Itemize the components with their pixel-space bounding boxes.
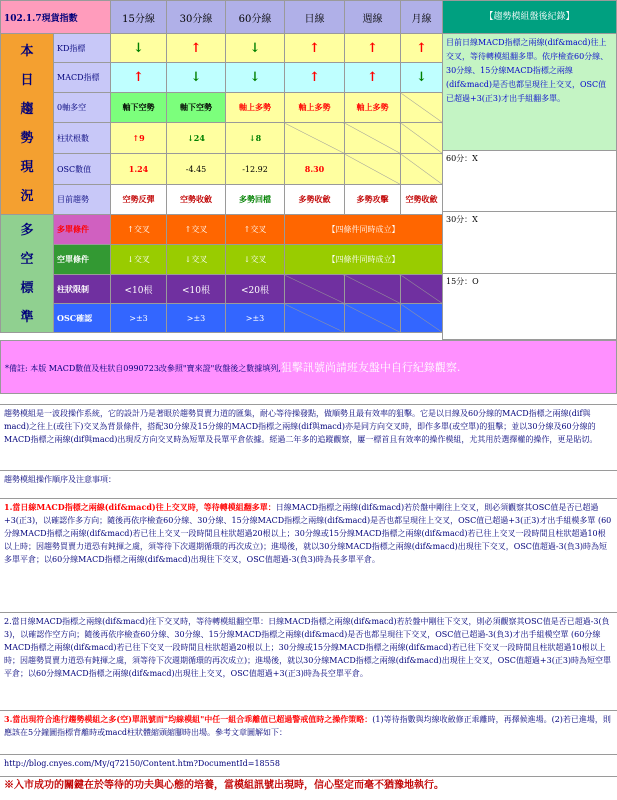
osc-week-empty: [345, 154, 401, 185]
row-label-macd: MACD指標: [54, 63, 111, 93]
para-3-head: 3.當出現符合進行趨勢模組之多(空)單訊號而"均線模組"中任一組合乖離值已超過警戒值時之操作策略：: [4, 714, 373, 724]
situation-label: 本 日 趨 勢 現 況: [1, 34, 54, 215]
log-15min: 15分：O: [446, 277, 479, 286]
intro-text: 趨勢模組是一波段操作系統，它的設計乃是著眼於趨勢買賣力道的匯集，耐心等待操發點，做順勢且最有效率的狙擊。它是以日線及60分線的MACD指標之兩線(dif與macd)之往上(或往下)交叉為背景條件，搭配30分線及15分線的MACD指標之兩線(dif與macd)亦是同方向交叉時，即作多單(或空單)的狙擊；並以30分線及60分線的MACD指標之兩線(dif與macd)出現反方向交叉時為短單及長單平倉依據。經過二年多的追蹤觀察，屢一標首且有效率的操作模組，尤其用於選擇權的操作，更是貼切。: [0, 404, 617, 466]
row-label-osc: OSC數值: [54, 154, 111, 185]
zero-15: 軸下空勢: [111, 93, 167, 123]
short-30: ↓交叉: [167, 245, 226, 275]
macd-30: ↓: [167, 63, 226, 93]
note-small: *備註: 本版 MACD數值及柱狀自0990723改參照"寶來證"收盤後之數據填列,: [5, 364, 281, 373]
long-30: ↑交叉: [167, 215, 226, 245]
row-label-limit: 柱狀限制: [54, 275, 111, 304]
kd-60: ↓: [226, 34, 285, 63]
bars-month-empty: [401, 123, 443, 154]
osccf-month-empty: [401, 304, 443, 333]
trend-60: 多勢回檔: [226, 185, 285, 215]
trend-week: 多勢攻擊: [345, 185, 401, 215]
col-15min: 15分線: [111, 1, 167, 34]
limit-60: <20根: [226, 275, 285, 304]
bars-day-empty: [285, 123, 345, 154]
note-big: 狙擊訊號尚請班友盤中自行紀錄觀察.: [280, 361, 461, 374]
osccf-60: >±3: [226, 304, 285, 333]
bars-15: ↑9: [111, 123, 167, 154]
zero-60: 軸上多勢: [226, 93, 285, 123]
daily-log-panel: [442, 0, 617, 340]
para-1: [0, 498, 617, 608]
trend-30: 空勢收斂: [167, 185, 226, 215]
reference-link[interactable]: http://blog.cnyes.com/My/q72150/Content.htm?DocumentId=18558: [0, 754, 617, 774]
row-label-kd: KD指標: [54, 34, 111, 63]
kd-month: ↑: [401, 34, 443, 63]
zero-week: 軸上多勢: [345, 93, 401, 123]
trend-15: 空勢反彈: [111, 185, 167, 215]
header-row: [1, 1, 443, 34]
order-title: 趨勢模組操作順序及注意事項：: [0, 470, 617, 490]
osc-month-empty: [401, 154, 443, 185]
limit-15: <10根: [111, 275, 167, 304]
row-label-zero: 0軸多空: [54, 93, 111, 123]
limit-30: <10根: [167, 275, 226, 304]
short-cond: 【四條件同時成立】: [285, 245, 443, 275]
short-60: ↓交叉: [226, 245, 285, 275]
footer-motto: ※入市成功的關鍵在於等待的功夫與心態的培養，當模組訊號出現時，信心堅定而毫不猶豫地執行。: [0, 776, 617, 800]
row-label-trend: 目前趨勢: [54, 185, 111, 215]
row-label-long: 多單條件: [54, 215, 111, 245]
row-label-short: 空單條件: [54, 245, 111, 275]
kd-15: ↓: [111, 34, 167, 63]
col-weekly: 週線: [345, 1, 401, 34]
macd-60: ↓: [226, 63, 285, 93]
col-30min: 30分線: [167, 1, 226, 34]
macd-day: ↑: [285, 63, 345, 93]
page-title: 102.1.7現貨指數: [1, 1, 111, 34]
para-3-body: (1)等待指數與均線收斂修正乖離時，再擇候進場。(2)若已進場，則應該在5分鐘圖指標背離時或macd柱狀體縮頭縮腳時出場。參考文章圖解如下：: [4, 715, 611, 737]
long-60: ↑交叉: [226, 215, 285, 245]
macd-15: ↑: [111, 63, 167, 93]
para-3: [0, 710, 617, 750]
osc-day: 8.30: [285, 154, 345, 185]
long-cond: 【四條件同時成立】: [285, 215, 443, 245]
zero-day: 軸上多勢: [285, 93, 345, 123]
log-30min: 30分：X: [443, 212, 616, 274]
trend-table: [0, 0, 443, 333]
osc-60: -12.92: [226, 154, 285, 185]
zero-month-empty: [401, 93, 443, 123]
osc-15: 1.24: [111, 154, 167, 185]
col-monthly: 月線: [401, 1, 443, 34]
multi-label: 多 空 標 準: [1, 215, 54, 333]
limit-month-empty: [401, 275, 443, 304]
osccf-week-empty: [345, 304, 401, 333]
row-label-osc-confirm: OSC確認: [54, 304, 111, 333]
kd-week: ↑: [345, 34, 401, 63]
kd-30: ↑: [167, 34, 226, 63]
long-15: ↑交叉: [111, 215, 167, 245]
short-15: ↓交叉: [111, 245, 167, 275]
row-label-bars: 柱狀根數: [54, 123, 111, 154]
trend-month: 空勢收斂: [401, 185, 443, 215]
kd-day: ↑: [285, 34, 345, 63]
col-daily: 日線: [285, 1, 345, 34]
col-60min: 60分線: [226, 1, 285, 34]
log-body: 目前日線MACD指標之兩線(dif&macd)往上交叉，等待轉模組翻多單。依序檢查60分線、30分線、15分線MACD指標之兩線(dif&macd)是否也都呈現往上交叉，OSC值已超過+3(正3)才出手組翻多單。: [443, 34, 616, 151]
osccf-15: >±3: [111, 304, 167, 333]
para-1-head: 1.當日線MACD指標之兩線(dif&macd)往上交叉時，等待轉模組翻多單：: [4, 502, 276, 512]
note-banner: [0, 340, 617, 394]
limit-day-empty: [285, 275, 345, 304]
bars-60: ↓8: [226, 123, 285, 154]
macd-month: ↓: [401, 63, 443, 93]
para-1-body: 日線MACD指標之兩線(dif&macd)若於盤中剛往上交叉，則必須觀察其OSC值是否已超過+3(正3)，以確認作多方向；隨後再依序檢查60分線、30分線、15分線MACD指標之兩線(dif&macd)是否也都呈現往上交叉，OSC值已超過+3(正3)才出手組模多單 (60分線MACD指標之兩線(dif&macd)若已往上交叉一段時間且柱狀超過20根以上；30分線或15分線MACD指標之兩線(dif&macd)若已往上交叉一段時間且柱狀超過10根以上時；因趨勢買賣力道恐有鈍揮之虞，須等待下次週期循環的再次成立)；進場後，就以30分線MACD指標之兩線(dif&macd)出現往下交叉，OSC值超過-3(負3)時為短多單平倉；以60分線MACD指標之兩線(dif&macd)出現往下交叉，OSC值超過-3(負3)時為長多單平倉。: [4, 503, 612, 564]
osc-30: -4.45: [167, 154, 226, 185]
macd-week: ↑: [345, 63, 401, 93]
log-60min: 60分：X: [443, 151, 616, 212]
zero-30: 軸下空勢: [167, 93, 226, 123]
log-title: 【趨勢模組盤後紀錄】: [443, 1, 616, 34]
bars-30: ↓24: [167, 123, 226, 154]
limit-week-empty: [345, 275, 401, 304]
osccf-day-empty: [285, 304, 345, 333]
bars-week-empty: [345, 123, 401, 154]
osccf-30: >±3: [167, 304, 226, 333]
trend-day: 多勢收斂: [285, 185, 345, 215]
para-2: 2.當日線MACD指標之兩線(dif&macd)往下交叉時，等待轉模組翻空單：日線MACD指標之兩線(dif&macd)若於盤中剛往下交叉，則必須觀察其OSC值是否已超過-3(負3)，以確認作空方向；隨後再依序檢查60分線、30分線、15分線MACD指標之兩線(dif&macd)是否也都呈現往下交叉，OSC值已超過-3(負3)才出手組模空單 (60分線MACD指標之兩線(dif&macd)若已往下交叉一段時間且柱狀超過20根以上；30分線或15分線MACD指標之兩線(dif&macd)若已往下交叉一段時間且柱狀超過10根以上時；因趨勢買賣力道恐有鈍揮之虞，須等待下次週期循環的再次成立)；進場後，就以30分線MACD指標之兩線(dif&macd)出現往上交叉，OSC值超過+3(正3)時為短空單平倉；以60分線MACD指標之兩線(dif&macd)出現往上交叉，OSC值超過+3(正3)時為長空單平倉。: [0, 612, 617, 706]
